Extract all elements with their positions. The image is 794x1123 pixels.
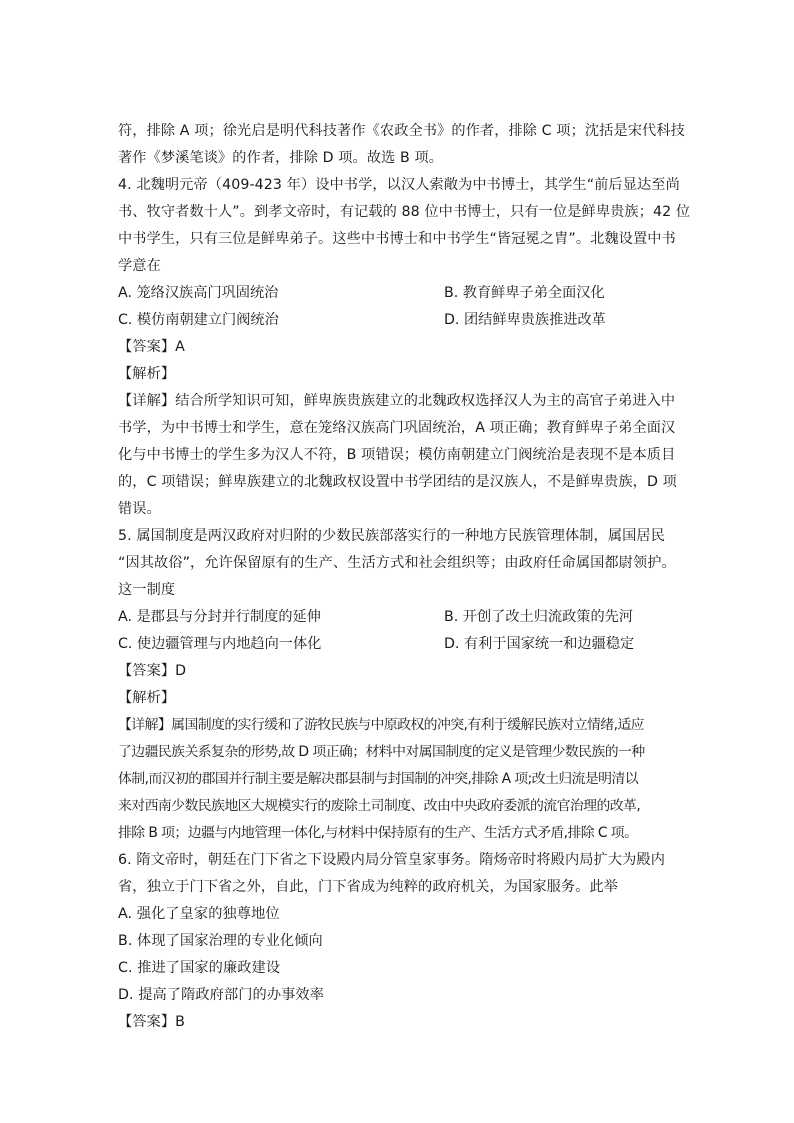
option-a: A. 是郡县与分封并行制度的延伸 (118, 609, 321, 625)
option-d: D. 提高了隋政府部门的办事效率 (118, 987, 324, 1003)
question-stem-line: 学意在 (118, 258, 161, 274)
detail-line: 【详解】属国制度的实行缓和了游牧民族与中原政权的冲突,有利于缓解民族对立情绪,适应 (118, 717, 644, 733)
option-d: D. 有利于国家统一和边疆稳定 (444, 636, 635, 652)
detail-line: 体制,而汉初的郡国并行制主要是解决郡县制与封国制的冲突,排除 A 项;改土归流是明清以 (118, 771, 639, 787)
detail-line: 的，C 项错误；鲜卑族建立的北魏政权设置中书学团结的是汉族人，不是鲜卑贵族，D 项 (118, 474, 677, 490)
detail-line: 来对西南少数民族地区大规模实行的废除土司制度、改由中央政府委派的流官治理的改革, (118, 798, 641, 814)
option-row (118, 631, 680, 658)
question-stem-line: “因其故俗”，允许保留原有的生产、生活方式和社会组织等；由政府任命属国都尉领护。 (118, 555, 676, 571)
document-page (118, 118, 691, 1036)
question-6 (118, 847, 680, 1036)
detail-line: 了边疆民族关系复杂的形势,故 D 项正确；材料中对属国制度的定义是管理少数民族的一种 (118, 744, 645, 760)
option-c: C. 推进了国家的廉政建设 (118, 960, 281, 976)
answer-label: 【答案】A (118, 339, 185, 355)
question-stem-line: 书、牧守者数十人”。到孝文帝时，有记载的 88 位中书博士，只有一位是鲜卑贵族；42 位 (118, 204, 691, 220)
option-b: B. 开创了改土归流政策的先河 (444, 609, 634, 625)
text-line: 著作《梦溪笔谈》的作者，排除 D 项。故选 B 项。 (118, 150, 444, 166)
option-row (118, 280, 680, 307)
previous-explanation (118, 118, 685, 172)
detail-line: 【详解】结合所学知识可知，鲜卑族贵族建立的北魏政权选择汉人为主的高官子弟进入中 (118, 393, 676, 409)
option-row (118, 604, 680, 631)
option-a: A. 笼络汉族高门巩固统治 (118, 285, 279, 301)
question-5 (118, 523, 680, 847)
option-b: B. 教育鲜卑子弟全面汉化 (444, 285, 605, 301)
option-c: C. 使边疆管理与内地趋向一体化 (118, 636, 322, 652)
option-c: C. 模仿南朝建立门阀统治 (118, 312, 279, 328)
option-d: D. 团结鲜卑贵族推进改革 (444, 312, 606, 328)
answer-label: 【答案】D (118, 663, 187, 679)
option-row (118, 307, 680, 334)
detail-line: 错误。 (118, 501, 161, 517)
text-line: 符，排除 A 项；徐光启是明代科技著作《农政全书》的作者，排除 C 项；沈括是宋代科技 (118, 123, 685, 139)
question-stem-line: 这一制度 (118, 582, 176, 598)
question-stem-line: 6. 隋文帝时，朝廷在门下省之下设殿内局分管皇家事务。隋炀帝时将殿内局扩大为殿内 (118, 852, 665, 868)
question-stem-line: 4. 北魏明元帝（409-423 年）设中书学，以汉人索敞为中书博士，其学生“前后显达至尚 (118, 177, 680, 193)
detail-line: 化与中书博士的学生多为汉人不符，B 项错误；模仿南朝建立门阀统治是表现不是本质目 (118, 447, 676, 463)
analysis-label: 【解析】 (118, 366, 176, 382)
answer-label: 【答案】B (118, 1014, 185, 1030)
analysis-label: 【解析】 (118, 690, 176, 706)
question-stem-line: 中书学生，只有三位是鲜卑弟子。这些中书博士和中书学生“皆冠冕之胄”。北魏设置中书 (118, 231, 676, 247)
detail-line: 排除 B 项；边疆与内地管理一体化,与材料中保持原有的生产、生活方式矛盾,排除 C 项。 (118, 825, 638, 841)
question-4 (118, 172, 691, 523)
detail-line: 书学，为中书博士和学生，意在笼络汉族高门巩固统治，A 项正确；教育鲜卑子弟全面汉 (118, 420, 676, 436)
question-stem-line: 5. 属国制度是两汉政府对归附的少数民族部落实行的一种地方民族管理体制，属国居民 (118, 528, 665, 544)
question-stem-line: 省，独立于门下省之外，自此，门下省成为纯粹的政府机关，为国家服务。此举 (118, 879, 619, 895)
option-b: B. 体现了国家治理的专业化倾向 (118, 933, 323, 949)
option-a: A. 强化了皇家的独尊地位 (118, 906, 280, 922)
